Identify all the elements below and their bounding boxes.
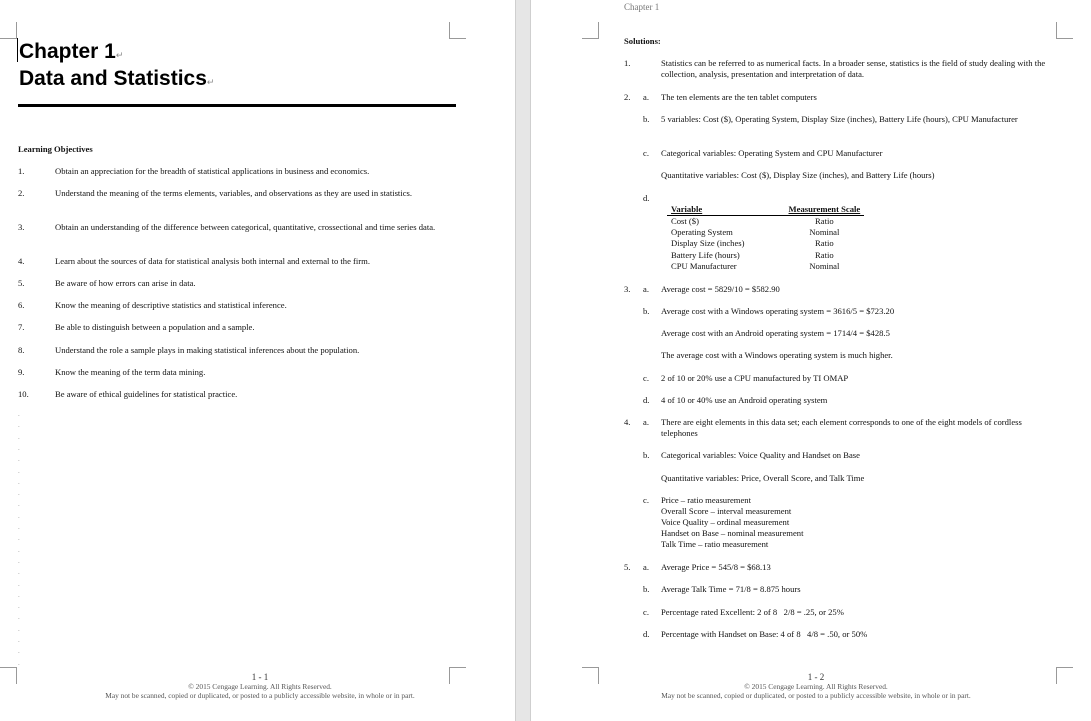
objective-text: Be aware of ethical guidelines for statistical practice. (55, 389, 238, 399)
solution-text: Percentage rated Excellent: 2 of 8 2/8 = .25, or 25% (661, 607, 844, 617)
table-row: CPU Manufacturer Nominal (671, 260, 840, 271)
paragraph-mark: . (18, 647, 20, 656)
page-footer (596, 673, 1036, 700)
solution-text: Average cost = 5829/10 = $582.90 (661, 284, 780, 294)
objective-text: Be able to distinguish between a population and a sample. (55, 322, 255, 332)
measurement-scale-table (667, 204, 864, 272)
objective-text: Be aware of how errors can arise in data. (55, 278, 196, 288)
table-row: Display Size (inches) Ratio (671, 238, 834, 249)
part-letter: d. (643, 395, 650, 405)
solution-text: The ten elements are the ten tablet computers (661, 92, 817, 102)
solution-text: 2 of 10 or 20% use a CPU manufactured by TI OMAP (661, 373, 849, 383)
objective-number: 7. (18, 322, 25, 332)
solution-number: 4. (624, 417, 631, 427)
chapter-number-heading: Chapter 1↵ (19, 40, 124, 63)
list-item: Handset on Base – nominal measurement (661, 528, 804, 538)
solution-number: 5. (624, 562, 631, 572)
solution-text: Categorical variables: Voice Quality and Handset on Base (661, 450, 860, 460)
corner-crop-mark (0, 667, 17, 684)
list-item: Overall Score – interval measurement (661, 506, 792, 516)
paragraph-mark: . (18, 466, 20, 475)
paragraph-mark: . (18, 579, 20, 588)
paragraph-mark: . (18, 556, 20, 565)
objective-number: 1. (18, 166, 25, 176)
paragraph-mark: . (18, 421, 20, 430)
table-row: Operating System Nominal (671, 227, 840, 238)
table-header-scale: Measurement Scale (788, 204, 861, 214)
paragraph-mark: . (18, 523, 20, 531)
copyright-line: © 2015 Cengage Learning. All Rights Reserved. (188, 682, 332, 691)
paragraph-mark: . (18, 590, 20, 599)
paragraph-mark: . (18, 443, 20, 452)
objective-number: 10. (18, 389, 29, 399)
part-letter: b. (643, 114, 650, 124)
text-cursor (17, 38, 18, 62)
solution-text: Quantitative variables: Cost ($), Display Size (inches), and Battery Life (hours) (661, 170, 935, 180)
solution-text: Average cost with an Android operating system = 1714/4 = $428.5 (661, 328, 890, 338)
chapter-title-heading: Data and Statistics↵ (19, 67, 215, 90)
objective-text: Understand the role a sample plays in making statistical inferences about the population. (55, 345, 360, 355)
document-page-1[interactable] (0, 0, 515, 721)
part-letter: a. (643, 284, 649, 294)
list-item: Voice Quality – ordinal measurement (661, 517, 790, 527)
objective-number: 4. (18, 256, 25, 266)
paragraph-mark: . (18, 500, 20, 509)
document-page-2[interactable] (531, 0, 1091, 721)
learning-objectives-heading: Learning Objectives (18, 144, 93, 154)
objective-number: 3. (18, 222, 25, 232)
paragraph-mark: . (18, 511, 20, 520)
paragraph-mark: . (18, 432, 20, 441)
paragraph-mark: . (18, 613, 20, 622)
part-letter: b. (643, 450, 650, 460)
part-letter: a. (643, 562, 649, 572)
objective-number: 8. (18, 345, 25, 355)
solution-text: Quantitative variables: Price, Overall Score, and Talk Time (661, 473, 865, 483)
solution-text: Average Talk Time = 71/8 = 8.875 hours (661, 584, 801, 594)
objective-text: Obtain an appreciation for the breadth of statistical applications in business and economics. (55, 166, 370, 176)
paragraph-mark: . (18, 568, 20, 577)
part-letter: d. (643, 629, 650, 639)
table-row: Cost ($) Ratio (667, 216, 864, 228)
objective-number: 5. (18, 278, 25, 288)
list-item: Price – ratio measurement (661, 495, 751, 505)
running-header: Chapter 1 (624, 2, 660, 12)
copyright-line: © 2015 Cengage Learning. All Rights Reserved. (744, 682, 888, 691)
solution-number: 2. (624, 92, 631, 102)
objective-number: 6. (18, 300, 25, 310)
objective-number: 2. (18, 188, 25, 198)
part-letter: a. (643, 417, 649, 427)
corner-crop-mark (0, 22, 17, 39)
corner-crop-mark (1056, 667, 1073, 684)
solution-text: Statistics can be referred to as numerical facts. In a broader sense, statistics is the field of study dealing with the collection, analysis, presentation and interpretation of data. (661, 58, 1046, 79)
paragraph-mark: . (18, 489, 20, 498)
corner-crop-mark (582, 22, 599, 39)
copyright-notice: May not be scanned, copied or duplicated, or posted to a publicly accessible website, in whole or in part. (661, 691, 971, 700)
part-letter: c. (643, 607, 649, 617)
copyright-notice: May not be scanned, copied or duplicated, or posted to a publicly accessible website, in whole or in part. (105, 691, 415, 700)
part-letter: a. (643, 92, 649, 102)
paragraph-mark: . (18, 545, 20, 554)
part-letter: d. (643, 193, 650, 203)
paragraph-mark: . (18, 624, 20, 633)
solution-text: There are eight elements in this data set; each element corresponds to one of the eight models of cordless telephones (661, 417, 1022, 438)
paragraph-mark: . (18, 410, 20, 418)
paragraph-mark: . (18, 636, 20, 644)
part-letter: b. (643, 584, 650, 594)
table-header-variable: Variable (671, 204, 703, 214)
paragraph-mark: . (18, 455, 20, 464)
objective-text: Learn about the sources of data for statistical analysis both internal and external to the firm. (55, 256, 370, 266)
solution-number: 3. (624, 284, 631, 294)
list-item: Talk Time – ratio measurement (661, 539, 769, 549)
objective-number: 9. (18, 367, 25, 377)
solution-text: 4 of 10 or 40% use an Android operating system (661, 395, 828, 405)
measurement-list (661, 495, 1051, 550)
paragraph-mark: . (18, 477, 20, 486)
objective-text: Understand the meaning of the terms elements, variables, and observations as they are used in statistics. (55, 188, 413, 198)
solution-text: 5 variables: Cost ($), Operating System, Display Size (inches), Battery Life (hours), CPU Manufacturer (661, 114, 1018, 124)
paragraph-mark: . (18, 534, 20, 543)
paragraph-mark: . (18, 658, 20, 667)
corner-crop-mark (449, 22, 466, 39)
page-number: 1 - 1 (251, 672, 269, 682)
part-letter: c. (643, 495, 649, 505)
solution-text: Average Price = 545/8 = $68.13 (661, 562, 771, 572)
objective-text: Know the meaning of the term data mining. (55, 367, 206, 377)
part-letter: b. (643, 306, 650, 316)
objective-text: Know the meaning of descriptive statistics and statistical inference. (55, 300, 287, 310)
page-gutter (515, 0, 531, 721)
solution-text: The average cost with a Windows operating system is much higher. (661, 350, 893, 360)
solution-text: Average cost with a Windows operating system = 3616/5 = $723.20 (661, 306, 895, 316)
paragraph-mark: . (18, 602, 20, 611)
table-row: Battery Life (hours) Ratio (671, 249, 834, 260)
title-rule (18, 104, 456, 107)
part-letter: c. (643, 148, 649, 158)
solution-text: Percentage with Handset on Base: 4 of 8 4/8 = .50, or 50% (661, 629, 868, 639)
solution-number: 1. (624, 58, 631, 68)
corner-crop-mark (1056, 22, 1073, 39)
solution-text: Categorical variables: Operating System and CPU Manufacturer (661, 148, 883, 158)
page-footer (40, 673, 480, 700)
solutions-heading: Solutions: (624, 36, 661, 46)
part-letter: c. (643, 373, 649, 383)
objective-text: Obtain an understanding of the difference between categorical, quantitative, crossectional and time series data. (55, 222, 436, 232)
page-number: 1 - 2 (807, 672, 825, 682)
